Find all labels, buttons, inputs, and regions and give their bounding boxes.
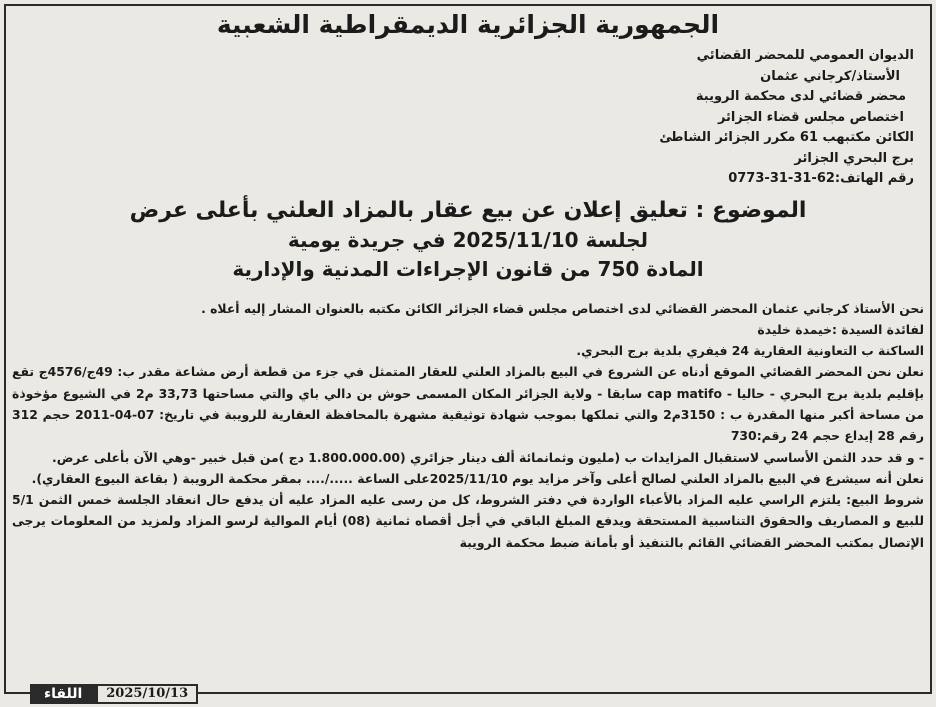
phone-line: رقم الهاتف:62-31-31-0773 (728, 171, 914, 186)
body-paragraph: نعلن أنه سيشرع في البيع بالمزاد العلني لصالح أعلى وآخر مزايد يوم 2025/11/10على الساعة ...../.... بمقر محكمة الرويبة ( بقاعة البيوع العقاري). (31, 470, 924, 486)
office-line: برج البحري الجزائر (794, 150, 914, 166)
body-paragraph: نحن الأستاذ كرجاني عثمان المحضر القضائي لدى اختصاص مجلس قضاء الجزائر الكائن مكتبه بالعنوان المشار إليه أعلاه . (201, 300, 924, 316)
office-line: الكائن مكتبهب 61 مكرر الجزائر الشاطئ (659, 130, 914, 145)
bailiff-office-header (12, 46, 914, 190)
publication-date: 2025/10/13 (96, 684, 198, 704)
notice-document (12, 8, 924, 553)
notice-body (12, 298, 924, 554)
body-paragraph: شروط البيع: يلتزم الراسي عليه المزاد بالأعباء الواردة في دفتر الشروط، كل من رسى عليه المزاد عليه أن يدفع حال انعقاد الجلسة خمس الثمن 5/1 للبيع و المصاريف والحقوق التناسبية المستحقة ويدفع المبلغ الباقي في أجل أقصاه ثمانية (08) أيام الموالية لرسو المزاد ولمزيد من المعلومات يرجى الإتصال بمكتب المحضر القضائي القائم بالتنفيذ أو بأمانة ضبط محكمة الرويبة (12, 492, 924, 550)
body-paragraph: نعلن نحن المحضر القضائي الموقع أدناه عن الشروع في البيع بالمزاد العلني للعقار المتمثل في جزء من قطعة أرض مشاعة مقدر ب: 49ج/4576ج تقع بإقليم بلدية برج البحري - حاليا - cap matifo سابقا - ولاية الجزائر المكان المسمى حوش بن دالي باي والتي مساحتها 33,73 م2 في الشيوع مؤخوذة من مساحة أكبر منها المقدرة ب : 3150م2 والتي تملكها بموجب شهادة توثيقية مشهرة بالمحافظة العقارية للرويبة في تاريخ: 07-04-2011 حجم 312 رقم 28 إيداع حجم 24 رقم:730 (12, 364, 925, 444)
body-paragraph: الساكنة ب التعاونية العقارية 24 فيفري بلدية برج البحري. (576, 343, 924, 359)
publication-footer (30, 684, 198, 704)
newspaper-name: اللقاء (30, 684, 96, 704)
body-paragraph: لفائدة السيدة :خيمدة خليدة (757, 321, 924, 337)
subject-article-line: المادة 750 من قانون الإجراءات المدنية والإدارية (232, 256, 704, 281)
subject-session-line: لجلسة 2025/11/10 في جريدة يومية (287, 227, 649, 252)
office-line: الأستاذ/كرجاني عثمان (760, 68, 900, 84)
subject-block (12, 196, 924, 284)
office-line: الديوان العمومي للمحضر القضائي (696, 48, 914, 63)
office-line: اختصاص مجلس قضاء الجزائر (717, 109, 904, 125)
office-line: محضر قضائي لدى محكمة الرويبة (695, 89, 906, 104)
republic-title: الجمهورية الجزائرية الديمقراطية الشعبية (216, 10, 720, 39)
subject-line: الموضوع : تعليق إعلان عن بيع عقار بالمزاد العلني بأعلى عرض (129, 197, 807, 223)
body-paragraph: - و قد حدد الثمن الأساسي لاستقبال المزايدات ب (مليون وثمانمائة ألف دينار جزائري (1.800.000.00 دج )من قبل خبير -وهي الآن بأعلى عرض. (52, 449, 924, 465)
